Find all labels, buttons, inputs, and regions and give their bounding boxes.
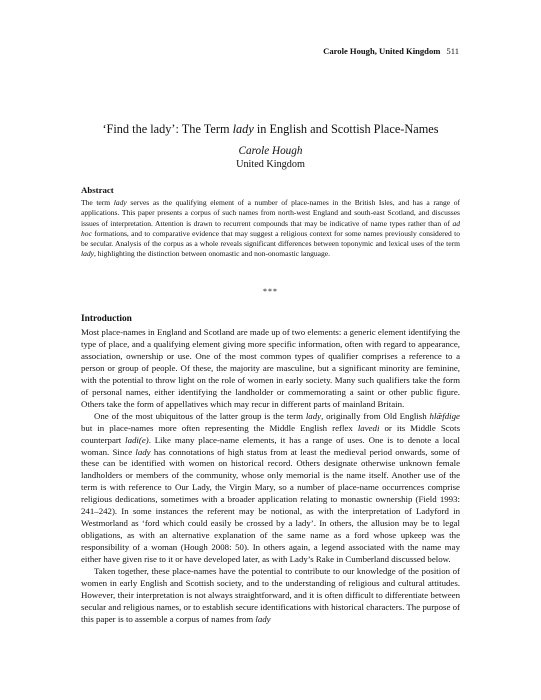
italic-term: hlǣfdige [429,410,460,421]
abstract-run: serves as the qualifying element of a number of place-names in the British Isles, and has a range of applications. This paper presents a corpus of such names from north-west England and south-east Scotland, and discusses issues of interpretation. Attention is drawn to recurrent compounds that may be indicative of name types rather than of [81,198,460,228]
paragraph [81,566,460,626]
italic-term: ladi(e) [125,434,149,445]
title-italic-term: lady [232,122,254,136]
abstract-italic: lady [81,249,94,259]
title-part: ‘Find the lady’: The Term [102,122,233,136]
paragraph: Most place-names in England and Scotland are made up of two elements: a generic element identifying the type of place, and a qualifying element giving more specific information, often with regard to appearance, association, ownership or use. One of the most common types of qualifier comprises a reference to a person or group of people. Of these, the majority are masculine, but a significant minority are feminine, with the potential to throw light on the role of women in early society. Many such qualifiers take the form of personal names, either identifying the landholder or commemorating a saint or other public figure. Others take the form of appellatives which may recur in different parts of mainland Britain. [81,327,460,409]
abstract-run: The term [81,198,114,207]
page-number: 511 [446,46,459,56]
abstract-text [81,198,460,260]
abstract-heading: Abstract [81,185,114,195]
text-run: , originally from Old English [321,410,430,421]
author-affiliation: United Kingdom [236,159,305,170]
italic-term: lady [305,410,322,421]
italic-term: lavedi [357,422,380,433]
introduction-body [81,327,460,626]
text-run: Taken together, these place-names have the potential to contribute to our knowledge of the position of women in early English and Scottish society, and to the understanding of religious and cultural attitudes. However, their interpretation is not always straightforward, and it is often difficult to differentiate between secular and religious names, or to establish secure identifications with historical characters. The purpose of this paper is to assemble a corpus of names from [81,566,460,624]
section-separator: *** [263,287,278,296]
text-run: One of the most ubiquitous of the latter group is the term [94,410,306,421]
running-head [323,46,459,56]
text-run: but in place-names more often representing the Middle English reflex [81,422,358,433]
italic-term: lady [255,613,271,624]
abstract-italic: ad hoc [81,218,460,238]
paragraph [81,411,460,566]
text-run: or its Middle Scots counterpart [81,422,461,445]
author-name: Carole Hough [238,145,303,157]
title-part: in English and Scottish Place-Names [253,122,439,136]
text-run: . Like many place-name elements, it has a range of uses. One is to denote a local woman. Since [81,434,461,457]
text-run: has connotations of high status from at least the medieval period onwards, some of these can be identified with women on historical record. Others designate otherwise unknown female landholders or members of the community, whose only memorial is the name itself. Another use of the term is with reference to Our Lady, the Virgin Mary, so a number of place-name occurrences comprise religious dedications, sometimes with a broader application relating to monastic ownership (Field 1993: 241–242). In some instances the referent may be notional, as with the interpretation of Ladyford in Westmorland as ‘ford which could easily be crossed by a lady’. In others, the allusion may be to legal obligations, as with an alternative explanation of the same name as a ford whose upkeep was the responsibility of a woman (Hough 2008: 50). In others again, a legend associated with the name may either have given rise to it or have developed later, as with Lady’s Rake in Cumberland discussed below. [81,446,460,565]
abstract-run: , highlighting the distinction between onomastic and non-onomastic language. [94,249,331,259]
italic-term: lady [135,446,151,457]
running-head-author: Carole Hough, United Kingdom [323,46,441,56]
abstract-run: formations, and to comparative evidence that may suggest a religious context for some names previously considered to be secular. Analysis of the corpus as a whole reveals significant differences between toponymic and lexical uses of the term [81,228,460,248]
introduction-heading: Introduction [81,314,132,324]
abstract-italic: lady [113,198,127,207]
paper-title [0,122,541,137]
